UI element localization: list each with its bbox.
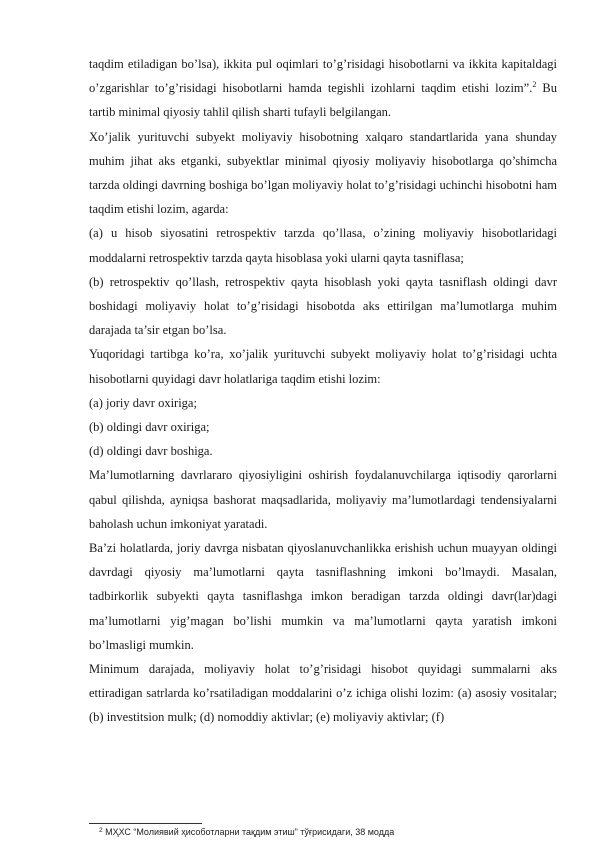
footnote-ref-2[interactable]: 2 [532, 80, 537, 90]
list-item-current-period: (a) joriy davr oxiriga; [89, 395, 197, 410]
paragraph-2: Xo’jalik yurituvchi subyekt moliyaviy hisobotning xalqaro standartlarida yana shunday muhim jihat aks etganki, subyektlar minimal qiyosiy moliyaviy hisobotlarga qo’shimcha tarzda oldingi davrning boshiga bo’lgan moliyaviy holat to’g’risidagi uchinchi hisobotni ham taqdim etishi lozim, agarda: [89, 129, 557, 217]
paragraph-1-tail: Bu tartib minimal qiyosiy tahlil qilish sharti tufayli belgilangan. [89, 81, 557, 120]
paragraph-1-text: taqdim etiladigan bo’lsa), ikkita pul oqimlari to’g’risidagi hisobotlarni va ikkita kapitaldagi o’zgarishlar to’g’risidagi hisobotlarni hamda tegishli izohlarni taqdim etishi lozim”. [89, 57, 557, 96]
paragraph-3: Yuqoridagi tartibga ko’ra, xo’jalik yurituvchi subyekt moliyaviy holat to’g’risidagi uchta hisobotlarni quyidagi davr holatlariga taqdim etishi lozim: [89, 347, 557, 386]
paragraph-5: Ba’zi holatlarda, joriy davrga nisbatan qiyoslanuvchanlikka erishish uchun muayyan oldingi davrdagi qiyosiy ma’lumotlarni qayta tasniflashning imkoni bo’lmaydi. Masalan, tadbirkorlik subyekti qayta tasniflashga imkon beradigan tarzda oldingi davr(lar)dagi ma’lumotlarni yig’magan bo’lishi mumkin va ma’lumotlarni qayta yaratish imkoni bo’lmasligi mumkin. [89, 541, 557, 652]
footnote [99, 827, 557, 838]
footnote-separator [89, 823, 202, 824]
footnote-number: 2 [99, 827, 103, 834]
list-item-a: (a) u hisob siyosatini retrospektiv tarzda qo’llasa, o’zining moliyaviy hisobotlaridagi moddalarni retrospektiv tarzda qayta hisoblasa yoki ularni qayta tasniflasa; [89, 226, 557, 265]
list-item-b: (b) retrospektiv qo’llash, retrospektiv qayta hisoblash yoki qayta tasniflash oldingi davr boshidagi moliyaviy holat to’g’risidagi hisobotda aks ettirilgan ma’lumotlarga muhim darajada ta’sir etgan bo’lsa. [89, 274, 557, 338]
paragraph-6: Minimum darajada, moliyaviy holat to’g’risidagi hisobot quyidagi summalarni aks ettiradigan satrlarda ko’rsatiladigan moddalarini o’z ichiga olishi lozim: (a) asosiy vositalar; (b) investitsion mulk; (d) nomoddiy aktivlar; (e) moliyaviy aktivlar; (f) [89, 662, 557, 725]
paragraph-1 [89, 52, 557, 125]
list-item-prior-period-start: (d) oldingi davr boshiga. [89, 444, 213, 459]
list-item-prior-period-end: (b) oldingi davr oxiriga; [89, 420, 210, 435]
document-body [89, 52, 557, 730]
footnote-text: МҲХС “Молиявий ҳисоботларни тақдим этиш” тўғрисидаги, 38 модда [102, 827, 395, 837]
paragraph-4: Ma’lumotlarning davrlararo qiyosiyligini oshirish foydalanuvchilarga iqtisodiy qarorlarni qabul qilishda, ayniqsa bashorat maqsadlarida, moliyaviy ma’lumotlardagi tendensiyalarni baholash uchun imkoniyat yaratadi. [89, 468, 557, 531]
